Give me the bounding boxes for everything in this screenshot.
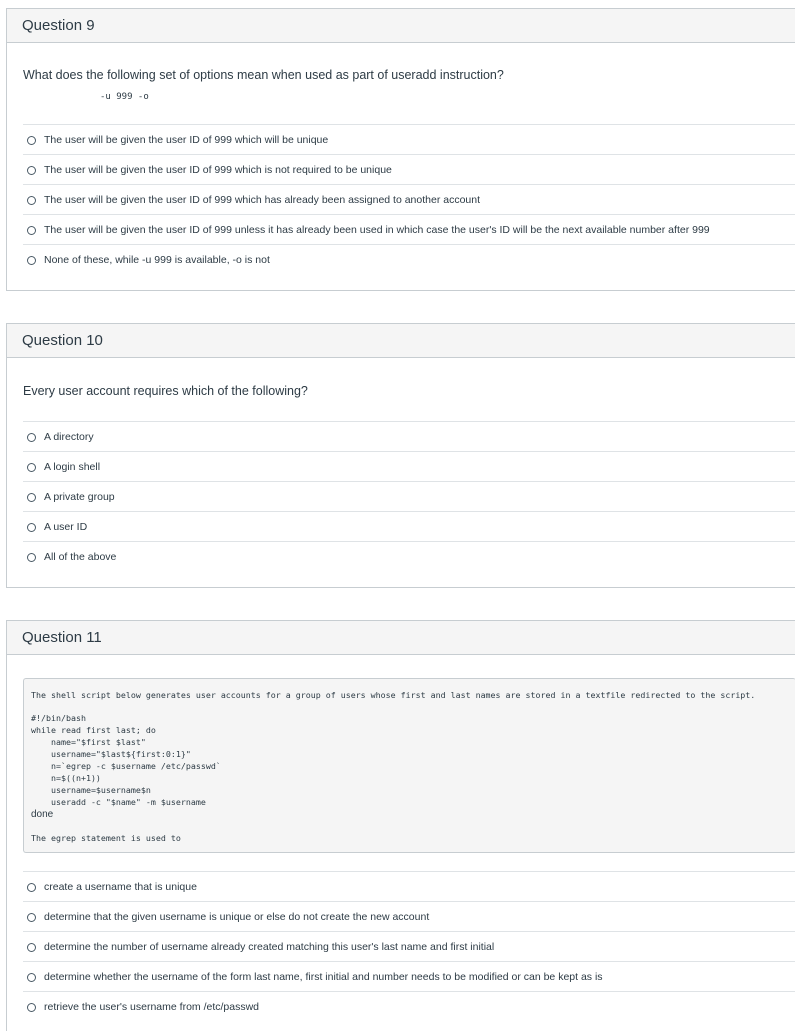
code-line: while read first last; do [31,725,156,735]
answer-option[interactable] [23,481,795,512]
code-line-done: done [31,809,54,820]
answer-label: determine that the given username is unique or else do not create the new account [44,911,430,923]
answer-label: The user will be given the user ID of 999 which has already been assigned to another account [44,194,481,206]
code-line: username="$last${first:0:1}" [31,749,191,759]
code-line: name="$first $last" [31,737,146,747]
radio-button[interactable] [27,523,36,532]
radio-button[interactable] [27,166,36,175]
code-line: n=`egrep -c $username /etc/passwd` [31,761,221,771]
answer-option[interactable] [23,154,795,185]
question-9-code: -u 999 -o [100,92,149,102]
question-9-title: Question 9 [7,9,795,43]
question-10-block [6,323,795,588]
answer-option[interactable] [23,244,795,275]
question-9-block [6,8,795,291]
answer-option[interactable] [23,991,795,1022]
answer-label: None of these, while -u 999 is available, -o is not [44,254,270,266]
answer-label: A directory [44,431,94,443]
radio-button[interactable] [27,943,36,952]
code-line: n=$((n+1)) [31,773,101,783]
answer-label: determine the number of username already created matching this user's last name and first initial [44,941,495,953]
answer-label: create a username that is unique [44,881,197,893]
question-11-intro: The shell script below generates user accounts for a group of users whose first and last names are stored in a textfile redirected to the script. [31,690,756,700]
answer-option[interactable] [23,871,795,902]
answer-option[interactable] [23,451,795,482]
radio-button[interactable] [27,553,36,562]
answer-option[interactable] [23,961,795,992]
answer-label: The user will be given the user ID of 999 unless it has already been used in which case the user's ID will be the next available number after 999 [44,224,710,236]
answer-option[interactable] [23,184,795,215]
answer-label: All of the above [44,551,117,563]
radio-button[interactable] [27,433,36,442]
radio-button[interactable] [27,973,36,982]
answer-label: determine whether the username of the form last name, first initial and number needs to be modified or can be kept as is [44,971,603,983]
radio-button[interactable] [27,463,36,472]
question-11-title: Question 11 [7,621,795,655]
answer-label: A private group [44,491,115,503]
code-block [23,678,795,853]
answer-label: The user will be given the user ID of 999 which will be unique [44,134,329,146]
radio-button[interactable] [27,196,36,205]
radio-button[interactable] [27,226,36,235]
radio-button[interactable] [27,883,36,892]
question-11-block [6,620,795,1031]
answer-option[interactable] [23,931,795,962]
question-10-prompt: Every user account requires which of the following? [23,384,308,398]
question-9-prompt: What does the following set of options mean when used as part of useradd instruction? [23,68,504,82]
answer-option[interactable] [23,421,795,452]
code-line: useradd -c "$name" -m $username [31,797,206,807]
answer-option[interactable] [23,511,795,542]
radio-button[interactable] [27,913,36,922]
question-10-title: Question 10 [7,324,795,358]
radio-button[interactable] [27,256,36,265]
radio-button[interactable] [27,136,36,145]
answer-label: retrieve the user's username from /etc/passwd [44,1001,260,1013]
answer-label: A login shell [44,461,101,473]
question-11-question: The egrep statement is used to [31,833,181,843]
answer-option[interactable] [23,541,795,572]
answer-option[interactable] [23,901,795,932]
code-line: #!/bin/bash [31,713,86,723]
code-line: username=$username$n [31,785,151,795]
radio-button[interactable] [27,493,36,502]
radio-button[interactable] [27,1003,36,1012]
answer-label: A user ID [44,521,88,533]
answer-option[interactable] [23,124,795,155]
answer-option[interactable] [23,214,795,245]
answer-label: The user will be given the user ID of 999 which is not required to be unique [44,164,392,176]
